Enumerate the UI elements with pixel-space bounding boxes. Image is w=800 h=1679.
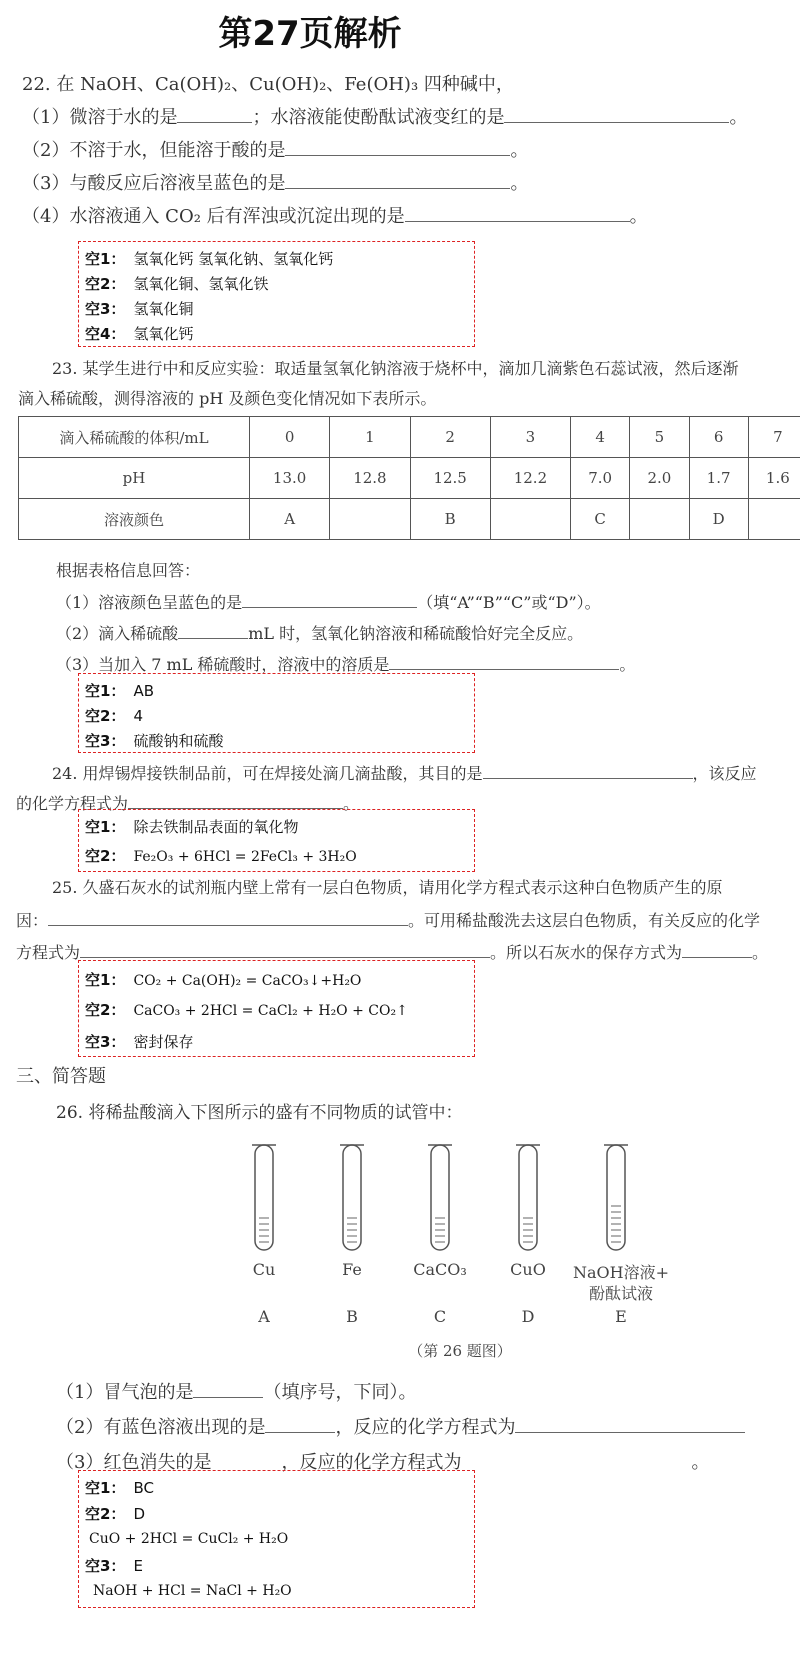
answer-label: 空3： xyxy=(85,732,126,750)
table-cell: C xyxy=(571,499,630,540)
q22-part1-text-b: ；水溶液能使酚酞试液变红的是 xyxy=(252,107,505,128)
answer-formula: NaOH + HCl = NaCl + H₂O xyxy=(93,1583,292,1599)
table-cell: 2 xyxy=(410,417,490,458)
q22-part3-text: （3）与酸反应后溶液呈蓝色的是 xyxy=(22,173,286,194)
q24-stem-1-text-b: ，该反应 xyxy=(692,764,757,783)
answer-label: 空2： xyxy=(85,1001,126,1019)
answer-blank xyxy=(242,589,417,608)
test-tube-d xyxy=(516,1145,540,1250)
answer-text: 氢氧化钙 氢氧化钠、氢氧化钙 xyxy=(133,250,334,268)
q22-part4-text: （4）水溶液通入 CO₂ 后有浑浊或沉淀出现的是 xyxy=(22,206,405,227)
answer-blank xyxy=(178,620,248,639)
answer-line xyxy=(85,1477,154,1498)
section-heading: 三、简答题 xyxy=(16,1066,106,1087)
table-cell: 12.2 xyxy=(490,458,570,499)
answer-line xyxy=(85,248,333,269)
answer-blank xyxy=(211,1450,281,1468)
answer-blank xyxy=(265,1414,335,1433)
answer-label: 空1： xyxy=(85,682,126,700)
answer-blank xyxy=(285,137,510,156)
test-tube-b xyxy=(340,1145,364,1250)
answer-formula: CaCO₃ + 2HCl = CaCl₂ + H₂O + CO₂↑ xyxy=(133,1003,408,1019)
q25-stem-2 xyxy=(16,907,760,931)
table-row xyxy=(19,417,800,458)
table-cell: 12.5 xyxy=(410,458,490,499)
answer-label: 空1： xyxy=(85,818,126,836)
q23-part3 xyxy=(56,651,635,675)
q24-stem-1 xyxy=(52,760,757,784)
q26-part2 xyxy=(56,1413,745,1439)
period: 。 xyxy=(691,1452,710,1473)
answer-line xyxy=(89,1529,288,1547)
test-tube-e xyxy=(604,1145,628,1250)
answer-line xyxy=(85,298,193,319)
table-cell: 3 xyxy=(490,417,570,458)
table-row xyxy=(19,499,800,540)
q25-stem-3-text-a: 方程式为 xyxy=(16,943,81,962)
q26-part1 xyxy=(56,1378,416,1404)
answer-line xyxy=(85,999,408,1020)
q22-part1 xyxy=(22,103,747,129)
q24-answer-box xyxy=(78,809,475,872)
q22-part1-text-a: （1）微溶于水的是 xyxy=(22,107,178,128)
q25-stem-2-text-a: 因： xyxy=(16,911,49,930)
answer-line xyxy=(85,845,357,866)
table-cell: 13.0 xyxy=(250,458,330,499)
table-cell: 滴入稀硫酸的体积/mL xyxy=(19,417,250,458)
table-cell xyxy=(748,499,800,540)
q26-part2-text-b: ，反应的化学方程式为 xyxy=(335,1417,516,1438)
answer-text: 氢氧化钙 xyxy=(133,325,194,343)
tube-letter-label: C xyxy=(433,1307,447,1326)
q24-stem-1-text-a: 24. 用焊锡焊接铁制品前，可在焊接处滴几滴盐酸，其目的是 xyxy=(52,764,483,783)
q23-stem-2: 滴入稀硫酸，测得溶液的 pH 及颜色变化情况如下表所示。 xyxy=(18,389,437,408)
tube-substance-label: 酚酞试液 xyxy=(588,1284,653,1303)
table-cell: pH xyxy=(19,458,250,499)
answer-label: 空2： xyxy=(85,1505,126,1523)
figure-caption: （第 26 题图） xyxy=(408,1342,512,1360)
answer-label: 空2： xyxy=(85,847,126,865)
period: 。 xyxy=(619,655,636,674)
q23-intro: 根据表格信息回答： xyxy=(56,561,201,580)
answer-line xyxy=(85,273,268,294)
tube-substance-label: Cu xyxy=(252,1260,276,1279)
answer-blank xyxy=(483,760,693,779)
table-cell xyxy=(630,499,689,540)
q26-part3-text-a: （3）红色消失的是 xyxy=(56,1452,212,1473)
answer-label: 空3： xyxy=(85,1557,126,1575)
answer-blank xyxy=(128,790,343,809)
answer-label: 空2： xyxy=(85,707,126,725)
test-tube-a xyxy=(252,1145,276,1250)
q26-part3-text-b: ，反应的化学方程式为 xyxy=(281,1452,462,1473)
answer-blank xyxy=(461,1450,691,1468)
answer-label: 空1： xyxy=(85,971,126,989)
q23-part2-text-a: （2）滴入稀硫酸 xyxy=(56,624,179,643)
q23-part2 xyxy=(56,620,583,644)
answer-text: 4 xyxy=(133,707,143,725)
tube-substance-label: CuO xyxy=(510,1260,546,1279)
answer-label: 空2： xyxy=(85,275,126,293)
test-tube-c xyxy=(428,1145,452,1250)
page-title: 第27页解析 xyxy=(218,14,402,54)
table-cell: 6 xyxy=(689,417,748,458)
q23-part1-text-b: （填“A”“B”“C”或“D”）。 xyxy=(417,593,601,612)
answer-blank xyxy=(515,1414,745,1433)
answer-text: 硫酸钠和硫酸 xyxy=(133,732,224,750)
table-cell xyxy=(490,499,570,540)
tube-letter-label: B xyxy=(346,1307,358,1326)
tube-letter-label: A xyxy=(258,1307,270,1326)
answer-line xyxy=(85,323,193,344)
answer-label: 空3： xyxy=(85,300,126,318)
answer-blank xyxy=(389,651,619,670)
tube-substance-label: NaOH溶液+ xyxy=(572,1263,670,1282)
period: 。 xyxy=(343,794,360,813)
table-cell: B xyxy=(410,499,490,540)
answer-line xyxy=(85,680,154,701)
q22-part2-text: （2）不溶于水，但能溶于酸的是 xyxy=(22,140,286,161)
table-row xyxy=(19,458,800,499)
answer-blank xyxy=(285,170,510,189)
answer-line xyxy=(85,730,223,751)
answer-line xyxy=(85,816,298,837)
period: 。 xyxy=(629,206,648,227)
table-cell: 12.8 xyxy=(330,458,410,499)
table-cell: 1.7 xyxy=(689,458,748,499)
q23-part1-text-a: （1）溶液颜色呈蓝色的是 xyxy=(56,593,243,612)
answer-text: D xyxy=(133,1505,145,1523)
q26-part1-text-a: （1）冒气泡的是 xyxy=(56,1382,194,1403)
q26-stem: 26. 将稀盐酸滴入下图所示的盛有不同物质的试管中： xyxy=(56,1103,463,1123)
period: 。 xyxy=(510,140,529,161)
answer-label: 空4： xyxy=(85,325,126,343)
table-cell: 7.0 xyxy=(571,458,630,499)
answer-blank xyxy=(80,939,490,958)
table-cell: 0 xyxy=(250,417,330,458)
answer-line xyxy=(85,705,143,726)
answer-label: 空1： xyxy=(85,1479,126,1497)
q23-part1 xyxy=(56,589,601,613)
q22-stem: 22. 在 NaOH、Ca(OH)₂、Cu(OH)₂、Fe(OH)₃ 四种碱中， xyxy=(22,74,514,95)
answer-text: 氢氧化铜、氢氧化铁 xyxy=(133,275,269,293)
tube-letter-label: D xyxy=(521,1307,535,1326)
table-cell: 1.6 xyxy=(748,458,800,499)
table-cell: 溶液颜色 xyxy=(19,499,250,540)
answer-text: AB xyxy=(133,682,154,700)
answer-line xyxy=(85,969,361,990)
q23-stem-1: 23. 某学生进行中和反应实验：取适量氢氧化钠溶液于烧杯中，滴加几滴紫色石蕊试液，然后逐渐 xyxy=(52,359,739,378)
answer-label: 空3： xyxy=(85,1033,126,1051)
answer-line xyxy=(93,1581,292,1599)
answer-blank xyxy=(682,939,752,958)
ph-table xyxy=(18,416,800,540)
table-cell: 5 xyxy=(630,417,689,458)
q25-answer-box xyxy=(78,960,475,1057)
table-cell: 2.0 xyxy=(630,458,689,499)
q26-answer-box xyxy=(78,1470,475,1608)
table-cell: 7 xyxy=(748,417,800,458)
answer-text: E xyxy=(133,1557,143,1575)
answer-text: BC xyxy=(133,1479,154,1497)
q26-part1-text-b: （填序号，下同）。 xyxy=(263,1382,417,1403)
period: 。 xyxy=(510,173,529,194)
q25-stem-1: 25. 久盛石灰水的试剂瓶内壁上常有一层白色物质，请用化学方程式表示这种白色物质产生的原 xyxy=(52,878,723,897)
table-cell: A xyxy=(250,499,330,540)
period: 。 xyxy=(752,943,769,962)
answer-blank xyxy=(48,907,408,926)
tube-substance-label: Fe xyxy=(342,1260,362,1279)
test-tubes-figure xyxy=(240,1140,640,1260)
tube-substance-label: CaCO₃ xyxy=(413,1260,467,1279)
q22-part4 xyxy=(22,202,648,228)
table-cell: 1 xyxy=(330,417,410,458)
table-cell: 4 xyxy=(571,417,630,458)
answer-blank xyxy=(504,104,729,123)
tube-letter-label: E xyxy=(615,1307,627,1326)
answer-blank xyxy=(193,1379,263,1398)
q22-answer-box xyxy=(78,241,475,347)
table-cell: D xyxy=(689,499,748,540)
q22-part2 xyxy=(22,136,528,162)
answer-formula: CO₂ + Ca(OH)₂ = CaCO₃↓+H₂O xyxy=(133,973,362,989)
q22-part3 xyxy=(22,169,528,195)
answer-text: 除去铁制品表面的氧化物 xyxy=(133,818,299,836)
answer-line xyxy=(85,1031,193,1052)
period: 。 xyxy=(729,107,748,128)
answer-text: 密封保存 xyxy=(133,1033,194,1051)
q26-part2-text-a: （2）有蓝色溶液出现的是 xyxy=(56,1417,266,1438)
q24-stem-2-text: 的化学方程式为 xyxy=(16,794,129,813)
answer-line xyxy=(85,1503,145,1524)
q25-stem-2-text-b: 。可用稀盐酸洗去这层白色物质，有关反应的化学 xyxy=(408,911,761,930)
answer-blank xyxy=(405,203,630,222)
q23-answer-box xyxy=(78,673,475,753)
answer-line xyxy=(85,1555,143,1576)
table-cell xyxy=(330,499,410,540)
q23-part2-text-b: mL 时，氢氧化钠溶液和稀硫酸恰好完全反应。 xyxy=(248,624,584,643)
q25-stem-3-text-b: 。所以石灰水的保存方式为 xyxy=(490,943,683,962)
answer-formula: Fe₂O₃ + 6HCl = 2FeCl₃ + 3H₂O xyxy=(133,849,357,865)
answer-blank xyxy=(177,104,252,123)
answer-text: 氢氧化铜 xyxy=(133,300,194,318)
answer-label: 空1： xyxy=(85,250,126,268)
answer-formula: CuO + 2HCl = CuCl₂ + H₂O xyxy=(89,1531,289,1547)
q23-part3-text: （3）当加入 7 mL 稀硫酸时，溶液中的溶质是 xyxy=(56,655,390,674)
